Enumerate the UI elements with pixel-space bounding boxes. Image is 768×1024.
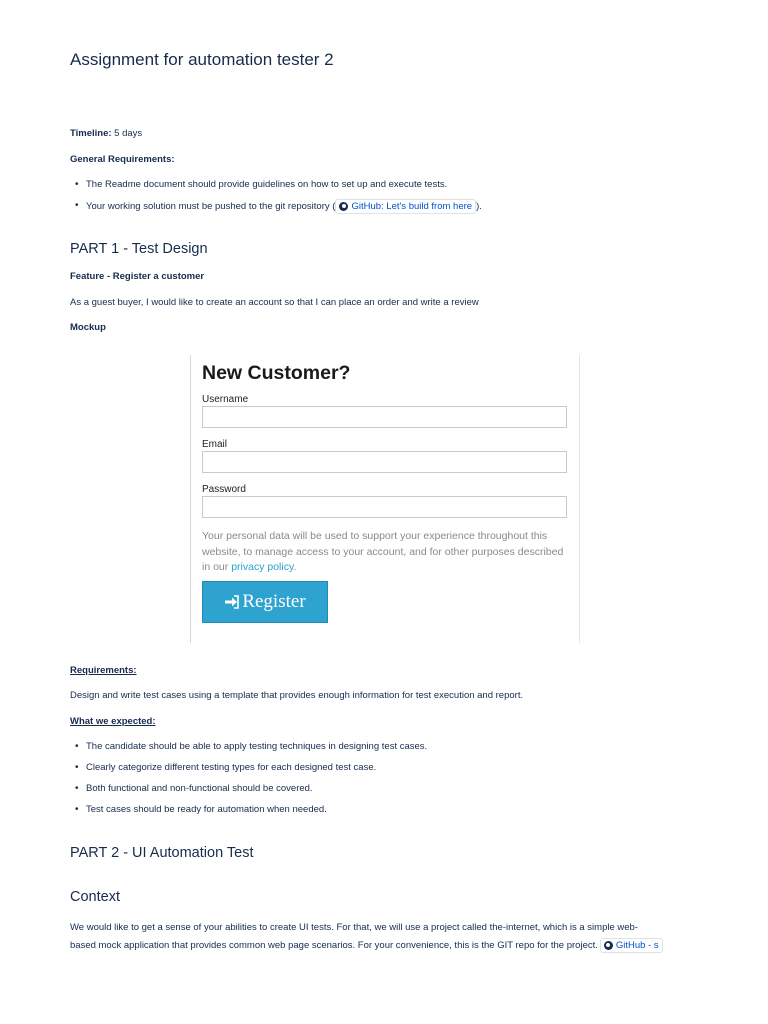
feature-title: Feature - Register a customer bbox=[70, 271, 205, 282]
expected-heading: What we expected: bbox=[70, 716, 156, 727]
github-link-label: GitHub - s bbox=[615, 939, 659, 951]
mockup-heading: New Customer? bbox=[202, 362, 351, 384]
mockup-image bbox=[190, 355, 580, 643]
timeline-line bbox=[70, 127, 142, 141]
privacy-note bbox=[202, 529, 567, 576]
github-icon bbox=[604, 941, 613, 950]
github-link-chip[interactable] bbox=[335, 199, 476, 214]
github-link-label: GitHub: Let's build from here bbox=[351, 201, 473, 212]
timeline-value: 5 days bbox=[114, 128, 143, 139]
requirements-heading: Requirements: bbox=[70, 665, 137, 676]
list-item bbox=[70, 199, 482, 214]
privacy-policy-link: privacy policy bbox=[231, 561, 294, 573]
list-item: • The candidate should be able to apply testing techniques in designing test cases. bbox=[70, 740, 427, 754]
context-line-2: based mock application that provides common web page scenarios. For your convenience, this is the GIT repo for the project. bbox=[70, 940, 598, 951]
username-input bbox=[202, 406, 567, 428]
privacy-note-end: . bbox=[293, 561, 297, 573]
list-item: • The Readme document should provide guidelines on how to set up and execute tests. bbox=[70, 178, 482, 192]
mockup-label: Mockup bbox=[70, 322, 106, 333]
register-button bbox=[202, 581, 328, 623]
email-input bbox=[202, 451, 567, 473]
user-story: As a guest buyer, I would like to create an account so that I can place an order and write a review bbox=[70, 297, 479, 308]
github-icon bbox=[339, 202, 348, 211]
context-heading: Context bbox=[70, 889, 120, 905]
context-line-1: We would like to get a sense of your abilities to create UI tests. For that, we will use a project called the-internet, which is a simple web- bbox=[70, 922, 638, 933]
privacy-note-text: Your personal data will be used to support your experience throughout this website, to manage access to your account, and for other purposes described in our bbox=[202, 530, 564, 573]
github-link-chip[interactable] bbox=[600, 938, 663, 953]
email-label: Email bbox=[202, 439, 228, 450]
list-item: • Clearly categorize different testing types for each designed test case. bbox=[70, 761, 427, 775]
list-item-text: Your working solution must be pushed to the git repository ( bbox=[86, 201, 336, 213]
part1-heading: PART 1 - Test Design bbox=[70, 241, 208, 257]
timeline-label: Timeline: bbox=[70, 128, 112, 139]
password-label: Password bbox=[202, 484, 246, 495]
expected-list bbox=[70, 740, 427, 817]
general-requirements-heading: General Requirements: bbox=[70, 154, 175, 165]
context-paragraph bbox=[70, 919, 663, 955]
username-label: Username bbox=[202, 394, 249, 405]
page-title: Assignment for automation tester 2 bbox=[70, 50, 334, 69]
list-item: • Test cases should be ready for automation when needed. bbox=[70, 803, 427, 817]
list-item: • Both functional and non-functional should be covered. bbox=[70, 782, 427, 796]
requirements-text: Design and write test cases using a template that provides enough information for test execution and report. bbox=[70, 690, 524, 701]
general-requirements-list bbox=[70, 178, 482, 214]
list-item-end: ). bbox=[476, 201, 482, 213]
register-button-label: Register bbox=[242, 591, 306, 612]
part2-heading: PART 2 - UI Automation Test bbox=[70, 845, 254, 861]
sign-in-icon bbox=[224, 594, 240, 610]
password-input bbox=[202, 496, 567, 518]
